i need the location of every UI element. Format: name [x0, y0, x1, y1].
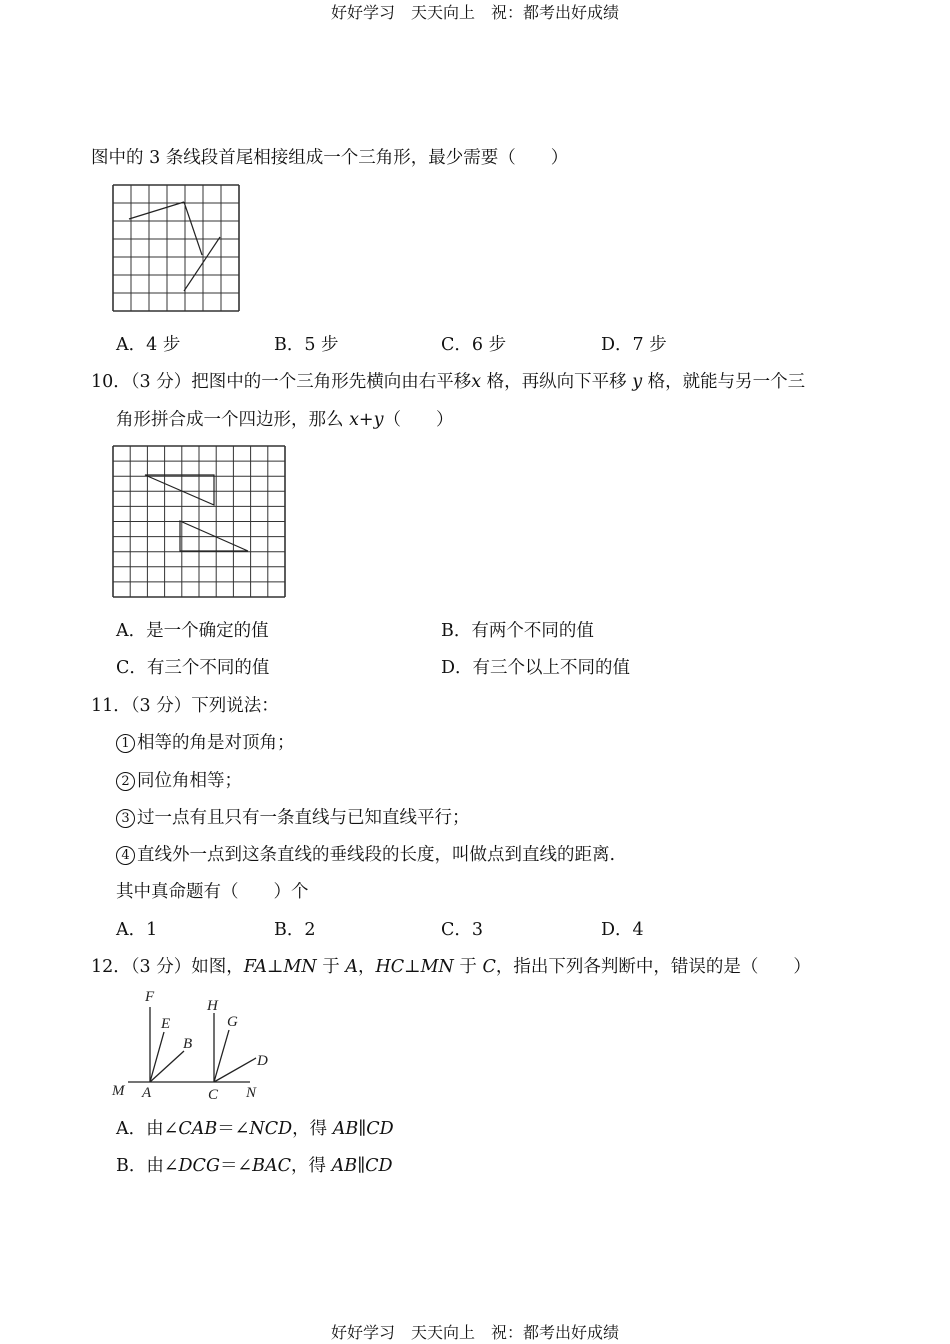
label-m: M: [112, 1083, 125, 1099]
label-f: F: [145, 989, 155, 1005]
q11-statement-4: 4 直线外一点到这条直线的垂线段的长度，叫做点到直线的距离.: [116, 841, 615, 866]
q9-grid-figure: [112, 184, 240, 312]
q9-segment-3: [184, 237, 220, 291]
q11-statement-2: 2 同位角相等；: [116, 767, 242, 792]
label-c: C: [208, 1087, 219, 1103]
label-d: D: [257, 1053, 268, 1069]
page-footer: 好好学习 天天向上 祝：都考出好成绩: [330, 1323, 619, 1342]
q11-option-a: A．1: [116, 920, 158, 940]
circled-number-1: 1: [116, 734, 135, 753]
q11-statement-1: 1 相等的角是对顶角；: [116, 729, 295, 754]
q9-option-c: C．6 步: [441, 335, 507, 355]
label-e: E: [161, 1016, 171, 1032]
label-g: G: [227, 1014, 238, 1030]
label-b: B: [183, 1036, 193, 1052]
label-n: N: [246, 1085, 257, 1101]
q11-option-d: D．4: [601, 920, 644, 940]
q10-triangle-upper: [145, 475, 214, 505]
q9-stem: 图中的 3 条线段首尾相接组成一个三角形，最少需要（ ）: [91, 148, 569, 168]
q12-option-a: A．由∠CAB＝∠NCD，得 AB∥CD: [116, 1119, 394, 1139]
q10-option-a: A．是一个确定的值: [116, 621, 269, 641]
q10-triangle-lower: [180, 521, 248, 551]
q9-option-b: B．5 步: [274, 335, 339, 355]
circled-number-3: 3: [116, 809, 135, 828]
q10-option-b: B．有两个不同的值: [441, 621, 594, 641]
q11-option-c: C．3: [441, 920, 484, 940]
q9-option-d: D．7 步: [601, 335, 667, 355]
label-h: H: [207, 998, 218, 1014]
q9-segment-1: [129, 202, 184, 219]
q10-option-c: C．有三个不同的值: [116, 658, 270, 678]
circled-number-4: 4: [116, 846, 135, 865]
q10-grid-figure: [112, 445, 286, 598]
q10-option-d: D．有三个以上不同的值: [441, 658, 631, 678]
ray-ae: [150, 1032, 164, 1082]
circled-number-2: 2: [116, 772, 135, 791]
q9-option-a: A．4 步: [116, 335, 181, 355]
page-header: 好好学习 天天向上 祝：都考出好成绩: [330, 3, 619, 22]
q10-stem-line1: 10．（3 分）把图中的一个三角形先横向由右平移x 格，再纵向下平移 y 格，就能与另一个三: [91, 372, 806, 392]
label-a: A: [142, 1085, 152, 1101]
q12-geometry-figure: [108, 985, 278, 1105]
q11-question: 其中真命题有（ ）个: [116, 882, 309, 902]
q11-statement-3: 3 过一点有且只有一条直线与已知直线平行；: [116, 804, 470, 829]
q9-segment-2: [184, 202, 202, 255]
q11-option-b: B．2: [274, 920, 316, 940]
q12-option-b: B．由∠DCG＝∠BAC，得 AB∥CD: [116, 1156, 393, 1176]
q11-stem: 11．（3 分）下列说法：: [91, 696, 279, 716]
q12-stem: 12．（3 分）如图，FA⊥MN 于 A，HC⊥MN 于 C，指出下列各判断中，错误的是（ ）: [91, 957, 811, 977]
q10-stem-line2: 角形拼合成一个四边形，那么 x+y（ ）: [116, 410, 454, 430]
ray-ab: [150, 1051, 184, 1082]
